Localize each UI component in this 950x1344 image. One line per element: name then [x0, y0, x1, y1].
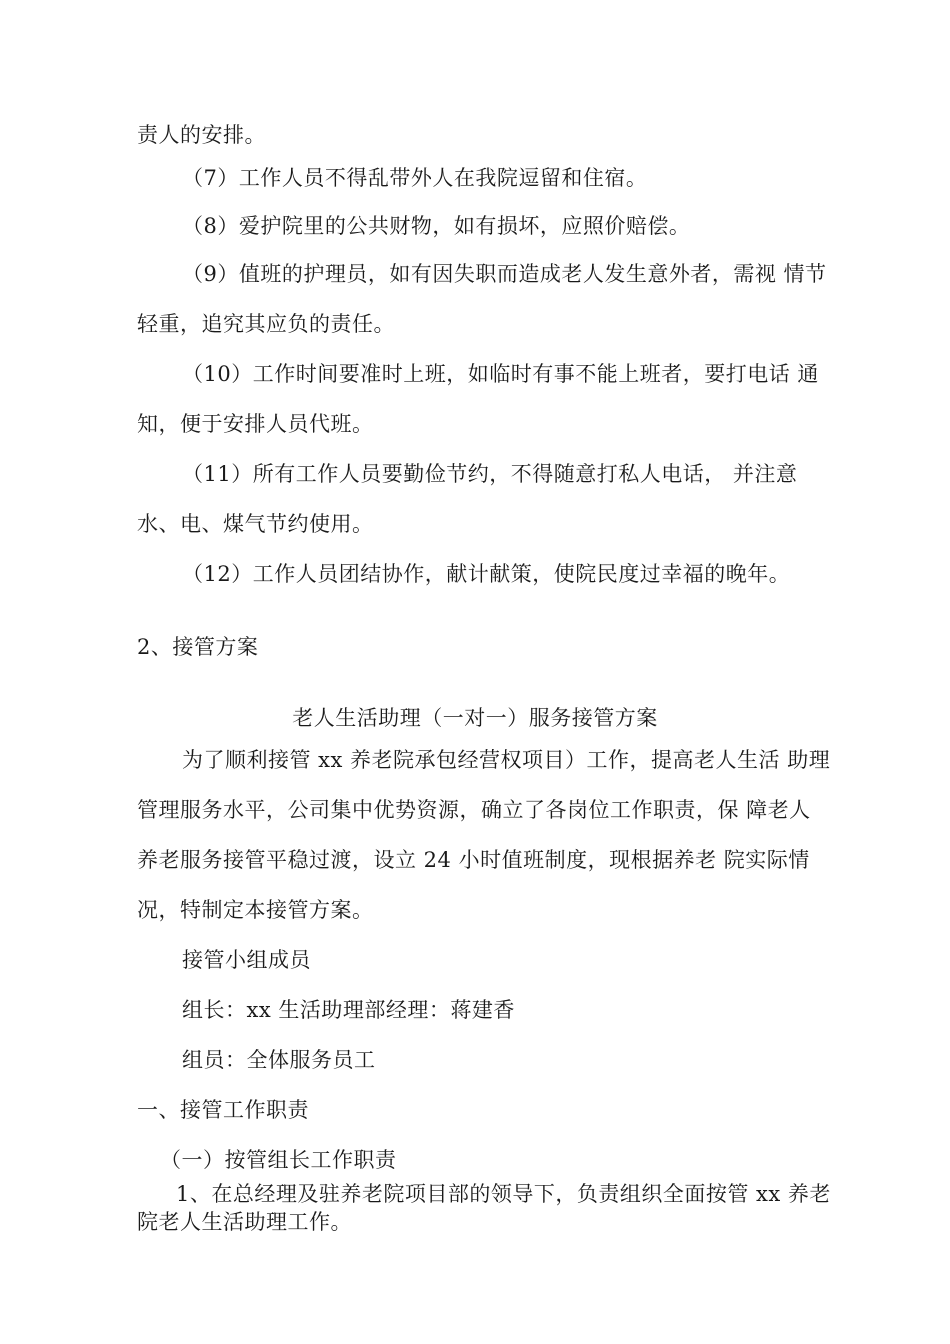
rule-11-continued: 水、电、煤气节约使用。: [137, 512, 374, 536]
paragraph-line-1: 责人的安排。: [137, 123, 266, 147]
intro-paragraph-line-4: 况，特制定本接管方案。: [137, 898, 374, 922]
rule-9-continued: 轻重，追究其应负的责任。: [137, 312, 395, 336]
intro-paragraph-line-2: 管理服务水平，公司集中优势资源，确立了各岗位工作职责，保 障老人: [137, 798, 811, 822]
rule-9: （9）值班的护理员，如有因失职而造成老人发生意外者，需视 情节: [182, 262, 827, 286]
rule-10: （10）工作时间要准时上班，如临时有事不能上班者，要打电话 通: [182, 362, 819, 386]
rule-8: （8）爱护院里的公共财物，如有损坏，应照价赔偿。: [182, 214, 691, 238]
team-leader: 组长：xx 生活助理部经理：蒋建香: [182, 998, 515, 1022]
duty-item-1: 1、在总经理及驻养老院项目部的领导下，负责组织全面按管 xx 养老: [176, 1182, 831, 1206]
rule-11: （11）所有工作人员要勤俭节约，不得随意打私人电话， 并注意: [182, 462, 798, 486]
section-heading: 2、接管方案: [137, 635, 259, 659]
document-title: 老人生活助理（一对一）服务接管方案: [292, 706, 658, 730]
leader-duties-heading: （一）按管组长工作职责: [160, 1148, 397, 1172]
rule-7: （7）工作人员不得乱带外人在我院逗留和住宿。: [182, 166, 648, 190]
team-members-heading: 接管小组成员: [182, 948, 311, 972]
duty-item-1-continued: 院老人生活助理工作。: [137, 1210, 352, 1234]
team-members: 组员：全体服务员工: [182, 1048, 376, 1072]
intro-paragraph-line-3: 养老服务接管平稳过渡，设立 24 小时值班制度，现根据养老 院实际情: [137, 848, 810, 872]
duties-heading: 一、接管工作职责: [137, 1098, 309, 1122]
rule-10-continued: 知，便于安排人员代班。: [137, 412, 374, 436]
intro-paragraph-line-1: 为了顺利接管 xx 养老院承包经营权项目）工作，提高老人生活 助理: [182, 748, 831, 772]
rule-12: （12）工作人员团结协作，献计献策，使院民度过幸福的晚年。: [182, 562, 791, 586]
